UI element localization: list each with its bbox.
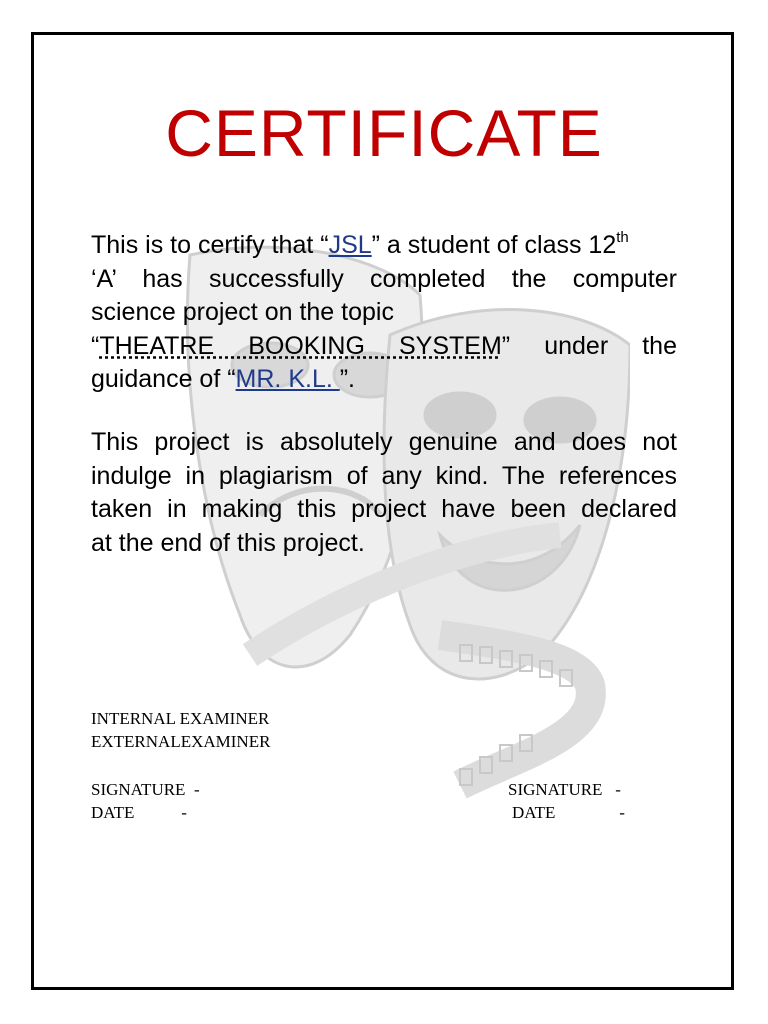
right-signature-label: SIGNATURE -: [508, 780, 621, 799]
para2-line3: taken in making this project have been declared: [91, 495, 677, 523]
left-signature-label: SIGNATURE -: [91, 780, 200, 799]
para2-line4: at the end of this project.: [91, 528, 365, 557]
left-date-label: DATE -: [91, 803, 187, 822]
genuineness-paragraph: [91, 426, 677, 560]
external-examiner-label: EXTERNALEXAMINER: [91, 732, 271, 751]
project-topic: THEATRE BOOKING SYSTEM: [99, 331, 502, 360]
para1-line3: science project on the topic: [91, 298, 394, 326]
guide-name: MR. K.L.: [235, 365, 340, 393]
student-name: JSL: [328, 231, 372, 259]
certification-paragraph: [91, 229, 677, 397]
para2-line1: This project is absolutely genuine and does not: [91, 428, 677, 456]
para1-line2: ‘A’ has successfully completed the computer: [91, 264, 677, 293]
certificate-title: CERTIFICATE: [165, 96, 603, 170]
para1-line5: guidance of “MR. K.L. ”.: [91, 365, 356, 393]
para2-line2: indulge in plagiarism of any kind. The references: [91, 461, 677, 490]
para1-line4: “THEATRE BOOKING SYSTEM” under the: [91, 331, 677, 360]
internal-examiner-label: INTERNAL EXAMINER: [91, 709, 270, 728]
para1-line1: This is to certify that “JSL” a student of class 12th: [91, 228, 629, 259]
right-date-label: DATE -: [512, 803, 625, 822]
